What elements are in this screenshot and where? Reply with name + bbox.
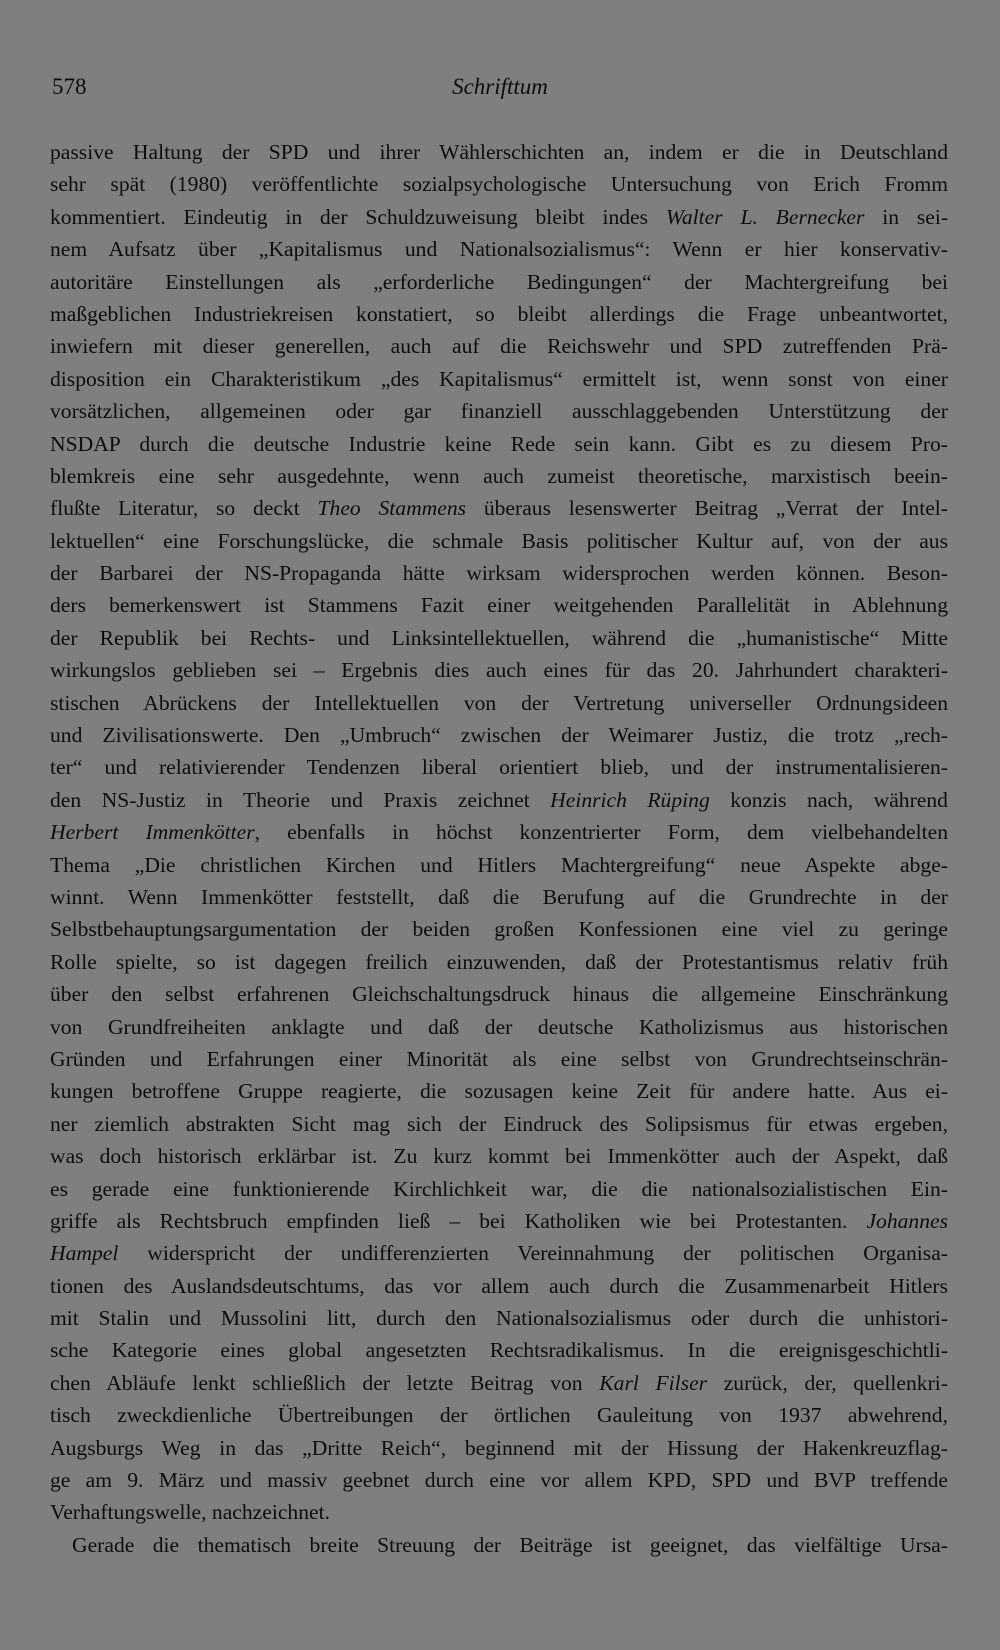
- text-line: [50, 136, 948, 168]
- text-line: [50, 233, 948, 265]
- text-segment: es gerade eine funktionierende Kirchlichkeit war, die die nationalsozialistischen Ein-: [50, 1176, 948, 1201]
- text-segment: Gründen und Erfahrungen einer Minorität als eine selbst von Grundrechtseinschrän-: [50, 1046, 948, 1071]
- text-line: [50, 654, 948, 686]
- text-segment: vorsätzlichen, allgemeinen oder gar finanziell ausschlaggebenden Unterstützung der: [50, 399, 948, 424]
- text-line: [50, 266, 948, 298]
- text-line: [50, 428, 948, 460]
- body-text: [50, 136, 948, 1561]
- text-segment: Rolle spielte, so ist dagegen freilich einzuwenden, daß der Protestantismus relativ früh: [50, 949, 948, 974]
- text-line: [50, 881, 948, 913]
- text-line: [50, 330, 948, 362]
- text-segment: stischen Abrückens der Intellektuellen von der Vertretung universeller Ordnungsideen: [50, 690, 948, 715]
- text-segment: Gerade die thematisch breite Streuung der Beiträge ist geeignet, das vielfältige Ursa-: [72, 1532, 948, 1557]
- text-segment: inwiefern mit dieser generellen, auch auf die Reichswehr und SPD zutreffenden Prä-: [50, 334, 948, 359]
- text-segment: NSDAP durch die deutsche Industrie keine Rede sein kann. Gibt es zu diesem Pro-: [50, 431, 948, 456]
- text-line: [50, 201, 948, 233]
- text-segment: , ebenfalls in höchst konzentrierter Form, dem vielbehandelten: [254, 820, 948, 845]
- text-line: [50, 395, 948, 427]
- author-name: Karl Filser: [599, 1370, 708, 1395]
- text-line: [50, 849, 948, 881]
- text-segment: autoritäre Einstellungen als „erforderliche Bedingungen“ der Machtergreifung bei: [50, 269, 948, 294]
- text-line: [50, 525, 948, 557]
- text-line: [50, 816, 948, 848]
- page-header: [52, 74, 948, 114]
- text-segment: blemkreis eine sehr ausgedehnte, wenn auch zumeist theoretische, marxistisch beein-: [50, 463, 948, 488]
- text-segment: winnt. Wenn Immenkötter feststellt, daß die Berufung auf die Grundrechte in der: [50, 884, 948, 909]
- text-line: [50, 1334, 948, 1366]
- text-line: [50, 1075, 948, 1107]
- text-line: [50, 978, 948, 1010]
- text-line: [50, 1108, 948, 1140]
- text-line: [50, 460, 948, 492]
- text-segment: widerspricht der undifferenzierten Vereinnahmung der politischen Organisa-: [118, 1241, 948, 1266]
- text-line: [50, 1529, 948, 1561]
- text-line: [50, 492, 948, 524]
- text-line: [50, 1496, 948, 1528]
- text-segment: Selbstbehauptungsargumentation der beiden großen Konfessionen eine viel zu geringe: [50, 917, 948, 942]
- text-line: [50, 589, 948, 621]
- text-segment: und Zivilisationswerte. Den „Umbruch“ zwischen der Weimarer Justiz, die trotz „rech-: [50, 723, 948, 748]
- text-segment: Verhaftungswelle, nachzeichnet.: [50, 1500, 330, 1525]
- text-segment: maßgeblichen Industriekreisen konstatiert, so bleibt allerdings die Frage unbeantwortet,: [50, 301, 948, 326]
- text-line: [50, 719, 948, 751]
- text-segment: zurück, der, quellenkri-: [707, 1370, 948, 1395]
- text-segment: ter“ und relativierender Tendenzen liberal orientiert blieb, und der instrumentalisieren-: [50, 755, 948, 780]
- text-segment: kommentiert. Eindeutig in der Schuldzuweisung bleibt indes: [50, 204, 666, 229]
- text-segment: von Grundfreiheiten anklagte und daß der deutsche Katholizismus aus historischen: [50, 1014, 948, 1039]
- text-line: [50, 168, 948, 200]
- text-line: [50, 687, 948, 719]
- text-line: [50, 363, 948, 395]
- text-segment: konzis nach, während: [709, 787, 948, 812]
- text-segment: tisch zweckdienliche Übertreibungen der örtlichen Gauleitung von 1937 abwehrend,: [50, 1403, 948, 1428]
- author-name: Theo Stammens: [317, 496, 467, 521]
- text-segment: chen Abläufe lenkt schließlich der letzte Beitrag von: [50, 1370, 600, 1395]
- author-name: Heinrich Rüping: [550, 787, 710, 812]
- running-title: Schrifttum: [452, 74, 548, 99]
- text-segment: der Barbarei der NS-Propaganda hätte wirksam widersprochen werden können. Beson-: [50, 561, 948, 586]
- text-segment: griffe als Rechtsbruch empfinden ließ – bei Katholiken wie bei Protestanten.: [50, 1208, 867, 1233]
- text-segment: flußte Literatur, so deckt: [50, 496, 318, 521]
- text-line: [50, 946, 948, 978]
- text-segment: ders bemerkenswert ist Stammens Fazit einer weitgehenden Parallelität in Ablehnung: [50, 593, 948, 618]
- text-line: [50, 1464, 948, 1496]
- text-line: [50, 298, 948, 330]
- text-segment: den NS-Justiz in Theorie und Praxis zeichnet: [50, 787, 551, 812]
- text-segment: sehr spät (1980) veröffentlichte sozialpsychologische Untersuchung von Erich Fromm: [50, 172, 948, 197]
- text-segment: Augsburgs Weg in das „Dritte Reich“, beginnend mit der Hissung der Hakenkreuzflag-: [50, 1435, 948, 1460]
- text-segment: über den selbst erfahrenen Gleichschaltungsdruck hinaus die allgemeine Einschränkung: [50, 982, 948, 1007]
- text-segment: ner ziemlich abstrakten Sicht mag sich der Eindruck des Solipsismus für etwas ergeben,: [50, 1111, 948, 1136]
- text-segment: wirkungslos geblieben sei – Ergebnis dies auch eines für das 20. Jahrhundert charakteri-: [50, 658, 948, 683]
- text-segment: ge am 9. März und massiv geebnet durch eine vor allem KPD, SPD und BVP treffende: [50, 1468, 948, 1493]
- text-line: [50, 1140, 948, 1172]
- text-segment: was doch historisch erklärbar ist. Zu kurz kommt bei Immenkötter auch der Aspekt, daß: [50, 1144, 948, 1169]
- text-segment: nem Aufsatz über „Kapitalismus und Nationalsozialismus“: Wenn er hier konservativ-: [50, 237, 948, 262]
- text-line: [50, 1302, 948, 1334]
- text-segment: mit Stalin und Mussolini litt, durch den Nationalsozialismus oder durch die unhistori-: [50, 1306, 948, 1331]
- text-line: [50, 1205, 948, 1237]
- text-line: [50, 751, 948, 783]
- author-name: Herbert Immenkötter: [50, 820, 255, 845]
- text-line: [50, 1270, 948, 1302]
- text-line: [50, 1367, 948, 1399]
- text-line: [50, 622, 948, 654]
- text-line: [50, 1432, 948, 1464]
- author-name: Walter L. Bernecker: [665, 204, 865, 229]
- author-name: Hampel: [50, 1241, 119, 1266]
- text-segment: tionen des Auslandsdeutschtums, das vor allem auch durch die Zusammenarbeit Hitlers: [50, 1273, 948, 1298]
- text-segment: der Republik bei Rechts- und Linksintellektuellen, während die „humanistische“ Mitte: [50, 625, 948, 650]
- text-line: [50, 784, 948, 816]
- text-segment: lektuellen“ eine Forschungslücke, die schmale Basis politischer Kultur auf, von der aus: [50, 528, 948, 553]
- text-segment: in sei-: [864, 204, 948, 229]
- page-number: 578: [52, 74, 87, 99]
- text-line: [50, 1043, 948, 1075]
- author-name: Johannes: [866, 1208, 948, 1233]
- text-segment: kungen betroffene Gruppe reagierte, die sozusagen keine Zeit für andere hatte. Aus ei-: [50, 1079, 948, 1104]
- text-segment: Thema „Die christlichen Kirchen und Hitlers Machtergreifung“ neue Aspekte abge-: [50, 852, 948, 877]
- text-segment: sche Kategorie eines global angesetzten Rechtsradikalismus. In die ereignisgeschichtli-: [50, 1338, 948, 1363]
- text-segment: überaus lesenswerter Beitrag „Verrat der Intel-: [466, 496, 948, 521]
- text-segment: passive Haltung der SPD und ihrer Wählerschichten an, indem er die in Deutschland: [50, 140, 948, 164]
- text-line: [50, 1011, 948, 1043]
- text-line: [50, 1399, 948, 1431]
- text-line: [50, 1237, 948, 1269]
- text-line: [50, 913, 948, 945]
- text-line: [50, 1173, 948, 1205]
- text-segment: disposition ein Charakteristikum „des Kapitalismus“ ermittelt ist, wenn sonst von einer: [50, 366, 948, 391]
- text-line: [50, 557, 948, 589]
